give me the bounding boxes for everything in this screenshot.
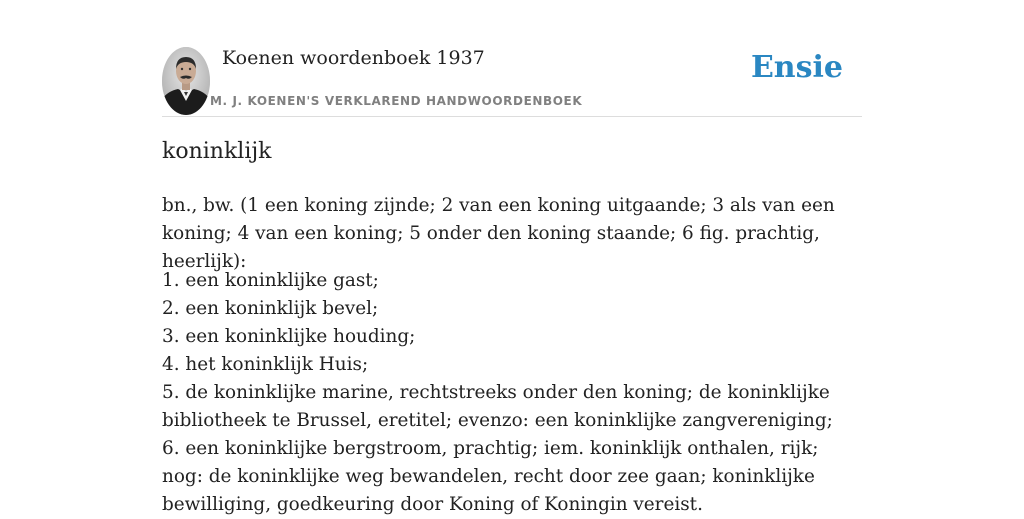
portrait-image (162, 47, 210, 115)
example-item: 5. de koninklijke marine, rechtstreeks onder den koning; de koninklijke bibliotheek te Brussel, eretitel; evenzo: een koninklijke zangvereniging; (162, 382, 833, 431)
example-item: 2. een koninklijk bevel; (162, 298, 379, 319)
header (162, 44, 862, 117)
example-item: 1. een koninklijke gast; (162, 270, 379, 291)
entry-word: koninklijk (162, 139, 272, 164)
dictionary-title: Koenen woordenboek 1937 (222, 47, 485, 69)
author-portrait (162, 47, 210, 115)
page (162, 0, 862, 515)
example-item: 6. een koninklijke bergstroom, prachtig; iem. koninklijk onthalen, rijk; nog: de koninklijke weg bewandelen, recht door zee gaan; koninklijke bewilliging, goedkeuring door Koning of Koningin vereist. (162, 438, 819, 515)
entry-examples (162, 267, 862, 519)
example-item: 3. een koninklijke houding; (162, 326, 416, 347)
brand-logo-link[interactable]: Ensie (750, 50, 843, 85)
example-item: 4. het koninklijk Huis; (162, 354, 369, 375)
dictionary-subtitle: M. J. KOENEN'S VERKLAREND HANDWOORDENBOEK (210, 94, 583, 108)
entry-definition: bn., bw. (1 een koning zijnde; 2 van een koning uitgaande; 3 als van een koning; 4 van een koning; 5 onder den koning staande; 6 fig. prachtig, heerlijk): (162, 195, 835, 272)
